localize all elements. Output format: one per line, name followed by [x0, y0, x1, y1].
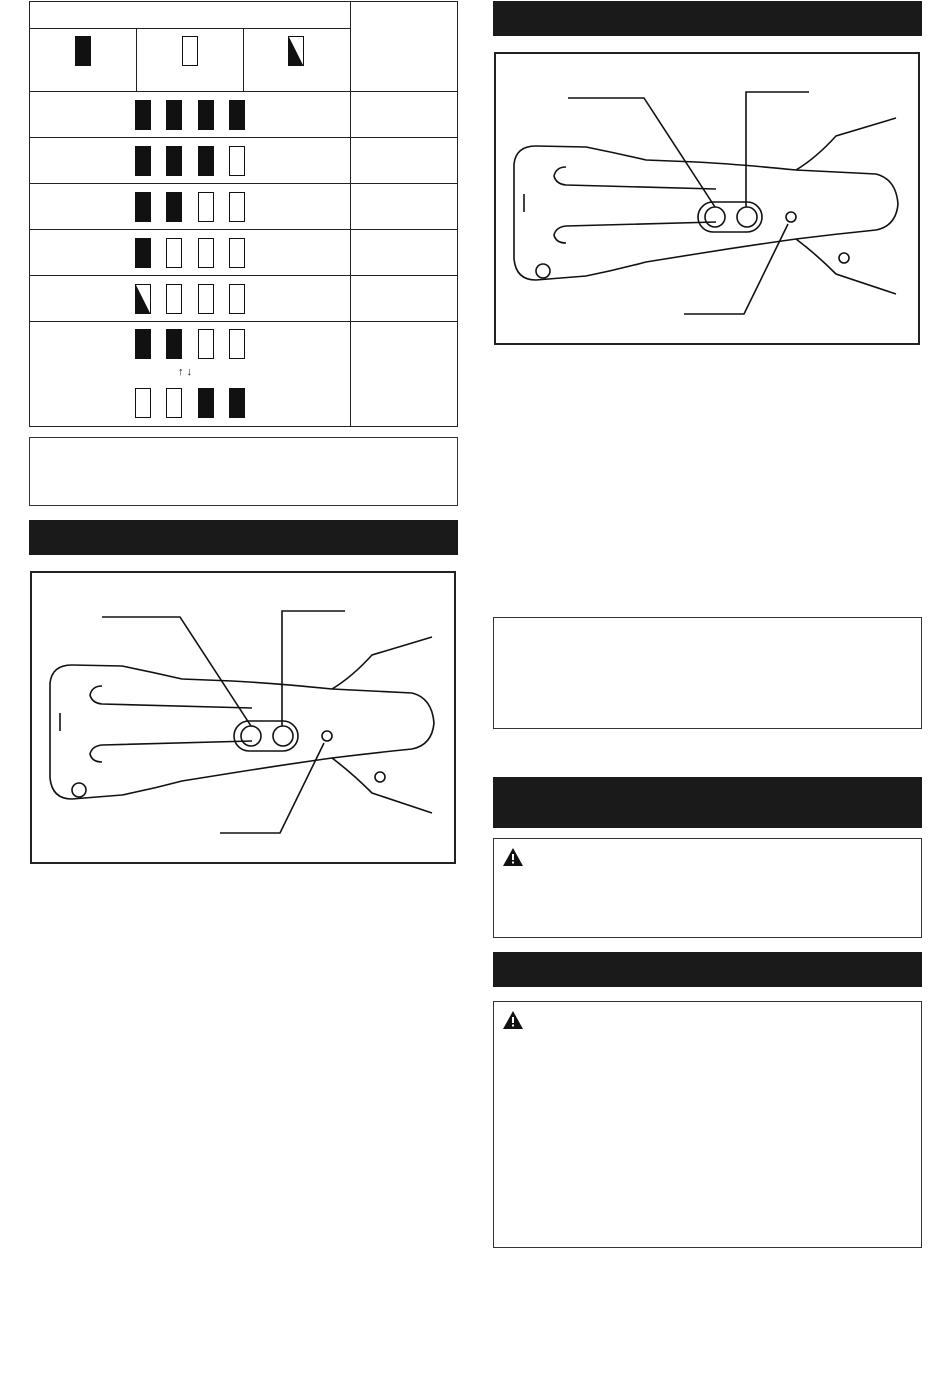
- led-lit-icon: [198, 388, 214, 418]
- warning-box: [493, 838, 922, 938]
- led-off-icon: [229, 146, 245, 176]
- led-lit-icon: [198, 146, 214, 176]
- led-off-icon: [166, 388, 182, 418]
- warning-triangle-icon: [502, 847, 524, 867]
- note-box: [493, 617, 922, 729]
- led-blinking-icon: [135, 284, 151, 314]
- tool-top-view-illustration: [496, 54, 918, 343]
- led-off-icon: [198, 192, 214, 222]
- led-lit-icon: [135, 146, 151, 176]
- warning-box: [493, 1001, 922, 1248]
- led-off-icon: [229, 329, 245, 359]
- led-lit-icon: [135, 238, 151, 268]
- tool-top-view-figure: [30, 571, 456, 864]
- battery-indication-table: [29, 1, 458, 427]
- tool-top-view-figure: [494, 52, 920, 345]
- led-off-icon: [229, 192, 245, 222]
- led-lit-icon: [166, 100, 182, 130]
- note-box: [29, 437, 458, 506]
- led-lit-icon: [198, 100, 214, 130]
- led-off-icon: [166, 284, 182, 314]
- led-lit-icon: [229, 100, 245, 130]
- led-off-icon: [135, 388, 151, 418]
- section-header-bar: [493, 777, 922, 828]
- led-off-icon: [166, 238, 182, 268]
- led-lit-icon: [166, 146, 182, 176]
- section-header-bar: [493, 952, 922, 987]
- led-off-icon: [229, 284, 245, 314]
- warning-triangle-icon: [502, 1010, 524, 1030]
- led-blinking-icon: [288, 36, 304, 66]
- led-off-icon: [182, 36, 198, 66]
- section-header-bar: [493, 1, 922, 36]
- led-lit-icon: [166, 329, 182, 359]
- led-off-icon: [198, 238, 214, 268]
- led-lit-icon: [135, 100, 151, 130]
- led-off-icon: [198, 284, 214, 314]
- led-off-icon: [229, 238, 245, 268]
- led-lit-icon: [75, 36, 91, 66]
- led-off-icon: [198, 329, 214, 359]
- tool-top-view-illustration: [32, 573, 454, 862]
- alternating-arrows: ↑ ↓: [178, 366, 193, 378]
- led-lit-icon: [135, 192, 151, 222]
- led-lit-icon: [166, 192, 182, 222]
- section-header-bar: [29, 520, 458, 555]
- led-lit-icon: [135, 329, 151, 359]
- led-lit-icon: [229, 388, 245, 418]
